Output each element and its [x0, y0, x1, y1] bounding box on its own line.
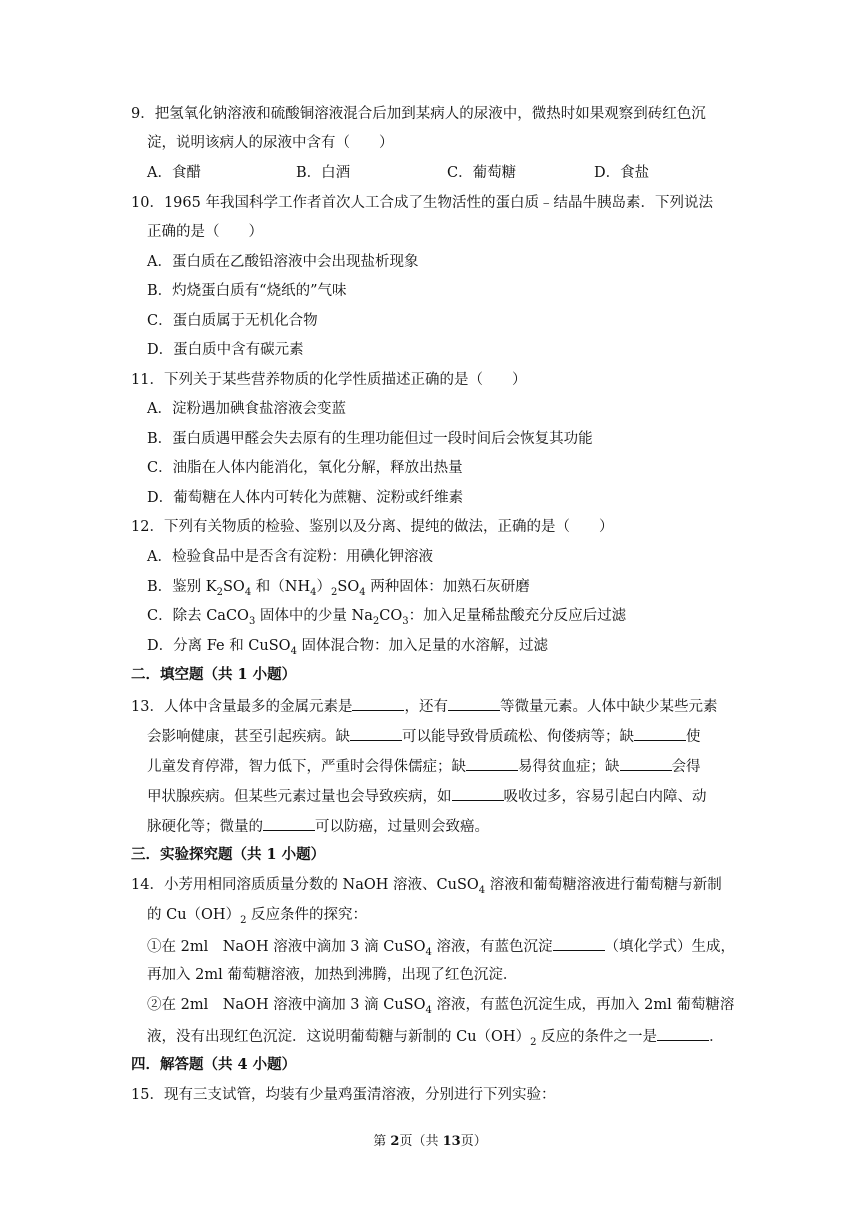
q14-line2: 的 $Cu(OH)_2$ 反应条件的探究： — [147, 907, 368, 926]
q9-option-a: A．食醋 — [147, 165, 201, 181]
q13-line4: 甲状腺疾病。但某些元素过量也会导致疾病，如 吸收过多，容易引起白内障、动 — [0, 785, 860, 807]
q10-option-b: B．灼烧蛋白质有“烧纸的”气味 — [147, 283, 347, 299]
q11-option-d: D．葡萄糖在人体内可转化为蔗糖、淀粉或纤维素 — [147, 490, 464, 506]
q15-stem: 15．现有三支试管，均装有少量鸡蛋清溶液，分别进行下列实验： — [131, 1087, 556, 1103]
q12-option-c: C．除去 CaCO$_3$ 固体中的少量 $Na_2CO_3$：加入足量稀盐酸充分反应后过滤 — [147, 608, 627, 627]
q10-stem-line2: 正确的是（ ） — [147, 224, 263, 240]
blank[interactable] — [263, 815, 315, 831]
section-experiment: 三．实验探究题（共 1 小题） — [131, 846, 326, 863]
q14-line3: ①在 2ml NaOH 溶液中滴加 3 滴 CuSO$_4$ 溶液，有蓝色沉淀 （填化学式）生成， — [0, 935, 860, 957]
blank[interactable] — [448, 695, 500, 711]
q13-line5: 脉硬化等；微量的 可以防癌，过量则会致癌。 — [0, 815, 860, 837]
section-answer: 四．解答题（共 4 小题） — [131, 1056, 297, 1073]
q9-stem-line2: 淀，说明该病人的尿液中含有（ ） — [147, 135, 394, 151]
section-fill-in: 二．填空题（共 1 小题） — [131, 666, 297, 683]
page-footer: 第 2页（共 13页） — [373, 1134, 487, 1149]
q10-option-c: C．蛋白质属于无机化合物 — [147, 313, 318, 329]
q11-stem: 11．下列关于某些营养物质的化学性质描述正确的是（ ） — [131, 372, 527, 388]
q14-line1: 14．小芳用相同溶质质量分数的 NaOH 溶液、CuSO$_4$ 溶液和葡萄糖溶液进行葡萄糖与新制 — [131, 877, 722, 896]
q9-option-c: C．葡萄糖 — [447, 165, 517, 181]
blank[interactable] — [452, 785, 504, 801]
q11-option-c: C．油脂在人体内能消化，氧化分解，释放出热量 — [147, 460, 463, 476]
q12-option-b: B．鉴别 $K_2SO_4$ 和$(NH_4)_2SO_4$ 两种固体：加熟石灰研磨 — [147, 579, 530, 598]
blank[interactable] — [620, 755, 672, 771]
blank[interactable] — [466, 755, 518, 771]
q12-option-a: A．检验食品中是否含有淀粉：用碘化钾溶液 — [147, 549, 433, 565]
q13-line1: 13．人体中含量最多的金属元素是 ，还有 等微量元素。人体中缺少某些元素 — [0, 695, 860, 717]
q11-option-a: A．淀粉遇加碘食盐溶液会变蓝 — [147, 401, 346, 417]
q9-option-d: D．食盐 — [594, 165, 650, 181]
q10-option-a: A．蛋白质在乙酸铅溶液中会出现盐析现象 — [147, 254, 419, 270]
q9-stem-line1: 9．把氢氧化钠溶液和硫酸铜溶液混合后加到某病人的尿液中，微热时如果观察到砖红色沉 — [131, 106, 706, 122]
blank[interactable] — [352, 695, 404, 711]
q12-option-d: D．分离 Fe 和 CuSO$_4$ 固体混合物：加入足量的水溶解，过滤 — [147, 638, 549, 657]
q13-line3: 儿童发育停滞，智力低下，严重时会得侏儒症；缺 易得贫血症；缺 会得 — [0, 755, 860, 777]
q13-line2: 会影响健康，甚至引起疾病。缺 可以能导致骨质疏松、佝偻病等；缺 使 — [0, 725, 860, 747]
q10-stem-line1: 10．1965 年我国科学工作者首次人工合成了生物活性的蛋白质﹣结晶牛胰岛素．下列说法 — [131, 195, 713, 211]
blank[interactable] — [657, 1025, 709, 1041]
q11-option-b: B．蛋白质遇甲醛会失去原有的生理功能但过一段时间后会恢复其功能 — [147, 431, 593, 447]
blank[interactable] — [553, 935, 605, 951]
blank[interactable] — [634, 725, 686, 741]
q14-line4: 再加入 2ml 葡萄糖溶液，加热到沸腾，出现了红色沉淀． — [147, 967, 518, 983]
q14-line5: ②在 2ml NaOH 溶液中滴加 3 滴 CuSO$_4$ 溶液，有蓝色沉淀生成，再加入 2ml 葡萄糖溶 — [147, 997, 735, 1016]
q14-line6: 液，没有出现红色沉淀．这说明葡萄糖与新制的 $Cu(OH)_2$ 反应的条件之一是 ． — [0, 1025, 860, 1047]
q12-stem: 12．下列有关物质的检验、鉴别以及分离、提纯的做法，正确的是（ ） — [131, 519, 614, 535]
blank[interactable] — [350, 725, 402, 741]
q9-option-b: B．白酒 — [296, 165, 351, 181]
q10-option-d: D．蛋白质中含有碳元素 — [147, 342, 304, 358]
